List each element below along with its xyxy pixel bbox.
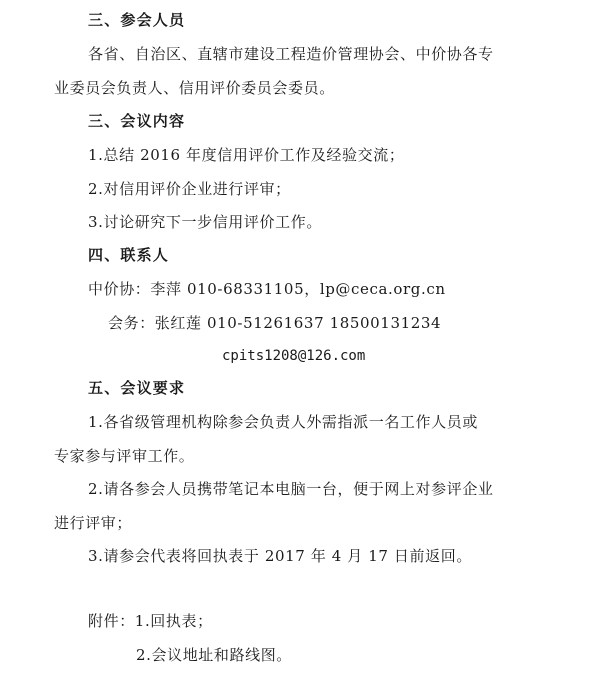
attachments-line-1: 附件：1.回执表； <box>88 612 213 630</box>
requirement-3: 3.请参会代表将回执表于 2017 年 4 月 17 日前返回。 <box>88 547 472 565</box>
requirement-2-line-2: 进行评审； <box>54 514 133 532</box>
contact-huiwu: 会务：张红莲 010-51261637 18500131234 <box>108 314 442 332</box>
requirement-1-line-1: 1.各省级管理机构除参会负责人外需指派一名工作人员或 <box>88 413 478 431</box>
requirement-2-line-1: 2.请各参会人员携带笔记本电脑一台，便于网上对参评企业 <box>88 480 494 498</box>
section-heading-content: 三、会议内容 <box>88 112 186 130</box>
attendees-paragraph-line-1: 各省、自治区、直辖市建设工程造价管理协会、中价协各专 <box>88 45 494 63</box>
section-heading-attendees: 三、参会人员 <box>88 11 186 29</box>
content-item-3: 3.讨论研究下一步信用评价工作。 <box>88 213 322 231</box>
content-item-1: 1.总结 2016 年度信用评价工作及经验交流； <box>88 146 405 164</box>
section-heading-requirements: 五、会议要求 <box>88 379 186 397</box>
section-heading-contacts: 四、联系人 <box>88 246 170 264</box>
contact-email[interactable]: cpits1208@126.com <box>222 348 366 364</box>
attachments-line-2: 2.会议地址和路线图。 <box>136 646 292 664</box>
requirement-1-line-2: 专家参与评审工作。 <box>54 447 195 465</box>
contact-zhongjiaxie: 中价协：李萍 010-68331105，lp@ceca.org.cn <box>88 280 446 298</box>
content-item-2: 2.对信用评价企业进行评审； <box>88 180 291 198</box>
attendees-paragraph-line-2: 业委员会负责人、信用评价委员会委员。 <box>54 79 335 97</box>
